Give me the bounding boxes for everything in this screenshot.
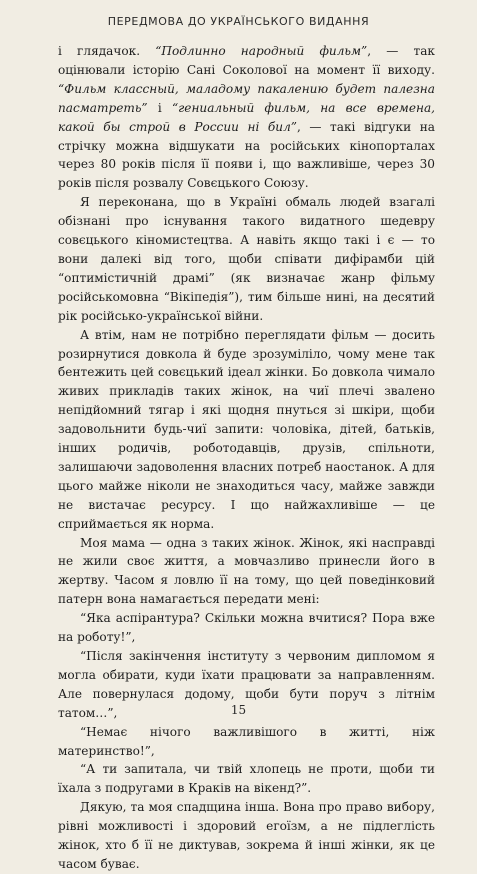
paragraph <box>58 326 435 534</box>
paragraph <box>58 534 435 610</box>
paragraph <box>58 723 435 761</box>
italic-quote: “Фильм классный, маладому пакалению будет палезна пасматреть” <box>58 81 435 115</box>
text-run: Моя мама — одна з таких жінок. Жінок, які насправді не жили своє життя, а мовчазливо принесли його в жертву. Часом я ловлю її на тому, що цей поведінковий патерн вона намагається передати мені: <box>58 535 435 607</box>
text-run: і <box>147 100 172 115</box>
text-run: і глядачок. <box>58 44 156 58</box>
text-run: “Немає нічого важливішого в житті, ніж материнство!”, <box>58 724 435 758</box>
text-run: Дякую, та моя спадщина інша. Вона про право вибору, рівні можливості і здоровий егоїзм, а не підлеглість жінок, хто б її не диктував, зокрема й інші жінки, як це часом буває. <box>58 800 435 871</box>
text-run: “Після закінчення інституту з червоним дипломом я могла обирати, куди їхати працювати за направленням. Але повернулася додому, щоби бути поруч з літнім татом…”, <box>58 649 435 720</box>
italic-quote: “гениальный фильм, на все времена, какой бы строй в России ні бил” <box>58 100 435 134</box>
body-text <box>58 42 435 874</box>
text-run: “Яка аспірантура? Скільки можна вчитися? Пора вже на роботу!”, <box>58 611 435 645</box>
text-run: , — такі відгуки на стрічку можна відшукати на російських кінопорталах через 80 років після її появи і, що важливіше, через 30 років після розвалу Совєцького Союзу. <box>58 119 435 191</box>
running-header: ПЕРЕДМОВА ДО УКРАЇНСЬКОГО ВИДАННЯ <box>107 15 370 28</box>
text-run: “А ти запитала, чи твій хлопець не проти, щоби ти їхала з подругами в Краків на вікенд?”. <box>58 762 435 796</box>
paragraph <box>58 798 435 874</box>
text-run: Я переконана, що в Україні обмаль людей взагалі обізнані про існування такого видатного шедевру совєцького кіномистецтва. А навіть якщо такі і є — то вони далекі від того, щоби співати дифірамби цій “оптимістичній драмі” (як визначає жанр фільму російськомовна “Вікіпедія”), тим більше нині, на десятий рік російсько-української війни. <box>58 195 435 323</box>
paragraph <box>58 42 435 193</box>
paragraph <box>58 193 435 325</box>
text-run: А втім, нам не потрібно переглядати фільм — досить розирнутися довкола й буде зрозуміліло, чому мене так бентежить цей совєцький ідеал жінки. Бо довкола чимало живих прикладів таких жінок, на чиї плечі звалено непідйомний тягар і які щодня пнуться зі шкіри, щоби задовольнити будь-чиї запити: чоловіка, дітей, батьків, інших родичів, роботодавців, друзів, спільноти, залишаючи задоволення власних потреб наостанок. А для цього майже ніколи не знаходиться часу, майже завжди не вистачає ресурсу. І що найжахливіше — це сприймається як норма. <box>58 327 435 531</box>
page-number: 15 <box>230 703 247 717</box>
italic-quote: “Подлинно народный фильм” <box>155 44 368 58</box>
paragraph <box>58 609 435 647</box>
paragraph <box>58 760 435 798</box>
text-run: , — так оцінювали історію Сані Соколової на момент її виходу. <box>58 44 435 77</box>
